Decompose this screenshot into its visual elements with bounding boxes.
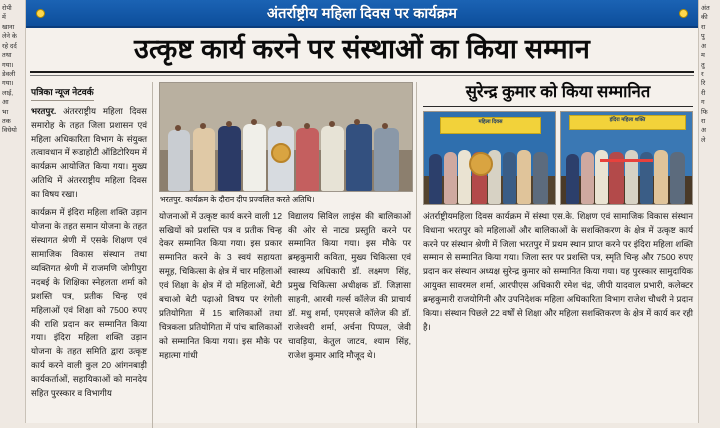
photo-person [346, 124, 371, 191]
award-shield-icon [469, 152, 493, 176]
right-strip-line: पु [701, 33, 705, 41]
sub-headline: सुरेन्द्र कुमार को किया सम्मानित [465, 82, 651, 101]
photo-banner-label: महिला दिवस [478, 119, 503, 126]
photo-person [566, 154, 579, 204]
main-article [26, 0, 698, 423]
right-strip-line: रा [701, 118, 706, 126]
photo-person [218, 126, 241, 191]
photo-banner-text [440, 117, 542, 134]
ceremonial-lamp-icon [271, 143, 291, 163]
left-strip-line: विधेयो [2, 127, 17, 135]
column-two-para-1: योजनाओं में उत्कृष्ट कार्य करने वाली 12 सखियों को प्रशस्ति पत्र व प्रतीक चिन्ह देकर सम्मानित किया गया। इस प्रकार सम्मानित करने के 3 स्वयं सहायता समूह, चिकित्सा के क्षेत्र में चार महिलाओं एवं शिक्षा के क्षेत्र में दो महिलाओं, बेटी बचाओ बेटी पढ़ाओ विषय पर रंगोली प्रतियोगिता में 15 बालिकाओं तथा चित्रकला प्रतियोगिता में पांच बालिकाओं को सम्मानित किया गया। इस मौके पर महात्मा गांधी [159, 210, 282, 360]
left-neighbor-column [0, 0, 26, 423]
dateline: भरतपुर. [31, 105, 57, 116]
photo-person [533, 152, 549, 204]
photo-person [374, 128, 399, 191]
photo-lamp-lighting [159, 82, 413, 192]
left-strip-line: लेने के [2, 33, 17, 41]
column-one-para-2: कार्यक्रम में इंदिरा महिला शक्ति उड़ान योजना के तहत समान योजना के तहत संस्थागत श्रेणी में एसके शिक्षण एवं सामाजिक विकास संस्थान तथा व्यक्तिगत श्रेणी में राजमणि जोगीपुरा नदबई के शिक्षिका स्नेहलता शर्मा को प्रशस्ति पत्र, प्रतीक चिन्ह एवं महिलाओं एवं शिक्षा को 7500 रुपए की राशि प्रदान कर सम्मानित किया गया। इंदिरा महिला शक्ति उड़ान योजना के तहत समिति द्वारा उत्कृष्ट कार्य करने वाली कुल 20 आंगनबाड़ी कार्यकर्ताओं, सहायिकाओं को मानदेय सहित पुरस्कार व विभागीय [31, 207, 147, 399]
right-strip-line: की [701, 14, 708, 22]
byline-kicker: पत्रिका न्यूज नेटवर्क [31, 85, 94, 101]
photo-person [193, 128, 216, 191]
left-strip-line: भा [2, 108, 9, 116]
photo-head [304, 123, 310, 129]
photo-person [444, 152, 457, 204]
photo-scene [160, 83, 412, 191]
photo-banner-text [569, 115, 686, 130]
photo-row [423, 111, 693, 205]
banner-dot-right-icon [679, 9, 688, 18]
right-strip-line: रि [701, 80, 706, 88]
right-strip-line: र [701, 70, 704, 78]
photo-head [329, 121, 335, 127]
left-strip-line: रोपी [2, 5, 12, 12]
photo-head [251, 119, 257, 125]
column-two-para-2: विद्यालय सिविल लाइंस की बालिकाओं की ओर से नाट्य प्रस्तुति करने पर सम्मानित किया गया। इस मौके पर ब्रम्हकुमारी कविता, मुख्य चिकित्सा एवं स्वास्थ्य अधिकारी डॉ. लक्ष्मण सिंह, प्रमुख चिकित्सा अधीक्षक डॉ. जिज्ञासा साहनी, आरबी गर्ल्स कॉलेज की प्राचार्य डॉ. मधु शर्मा, एमएसजे कॉलेज की डॉ. राजेश्वरी शर्मा, अर्चना पिप्पल, जेवी चावड़िया, केतुल जाटव, श्याम सिंह, राजेश कुमार आदि मौजूद थे। [288, 210, 411, 360]
section-banner [26, 0, 698, 28]
photo-person [168, 130, 191, 190]
headline-rule [30, 71, 694, 73]
sub-headline-rule [423, 106, 693, 107]
left-strip-line: तक [2, 118, 11, 126]
photo-person [654, 150, 668, 203]
column-two [159, 82, 417, 428]
photo-person [503, 152, 516, 204]
photo-felicitation-group [560, 111, 693, 205]
photo-person [517, 150, 531, 203]
photo-head [354, 119, 360, 125]
left-strip-line: गया। [2, 61, 14, 69]
photo-person [429, 154, 442, 204]
photo-person [581, 152, 594, 204]
column-three [423, 82, 693, 428]
photo-scene [561, 112, 692, 204]
right-strip-line: ग [701, 99, 705, 107]
left-strip-line: में [2, 14, 6, 22]
column-two-text-block [159, 210, 411, 363]
photo-award-ceremony [423, 111, 556, 205]
column-one-para-1-text: अंतरराष्ट्रीय महिला दिवस समारोह के तहत जिला प्रशासन एवं महिला अधिकारिता विभाग के संयुक्त तत्वावधान में रूडाहोटी ऑडिटोरियम में कार्यक्रम आयोजित किया गया। मुख्य अतिथि में अंतरराष्ट्रीय महिला दिवस का विषय रखा। [31, 105, 147, 200]
left-strip-line: रहे दर्द [2, 42, 17, 50]
photo-main-caption: भरतपुर. कार्यक्रम के दौरान दीप प्रज्वलित करते अतिथि। [160, 194, 315, 204]
left-strip-line: लाई, [2, 89, 14, 97]
column-three-para: अंतर्राष्ट्रीयमहिला दिवस कार्यक्रम में संस्था एस.के. शिक्षण एवं सामाजिक विकास संस्थान विधाना भरतपुर को महिलाओं और बालिकाओं के सशक्तिकरण के क्षेत्र में उत्कृष्ट कार्य करने पर संस्थान श्रेणी में जिला भरतपुर में प्रथम स्थान प्राप्त करने पर इंदिरा महिला शक्ति सम्मान से सम्मानित किया गया। जिला स्तर पर प्रशस्ति पत्र, स्मृति चिन्ह और 7500 रुपए प्रदान कर संस्थान अध्यक्ष सुरेन्द्र कुमार को सम्मानित किया गया। यह पुरस्कार सामुदायिक आयुक्त सावरमल शर्मा, आरपीएस अधिकारी रमेश चंद्र, जीपी यादवाल प्रभारी, कलेक्टर ब्रम्हकुमारी राजयोगिनी और उपनिदेशक महिला अधिकारिता विभाग राजेश चौधरी ने प्रदान किया। संस्थान पिछले 22 वर्षों से शिक्षा और महिला सशक्तिकरण के क्षेत्र में कार्य कर रही है। [423, 210, 693, 333]
left-strip-line: खाना [2, 23, 15, 31]
right-strip-line: ले [701, 136, 706, 144]
article-headline: उत्कृष्ट कार्य करने पर संस्थाओं का किया सम्मान [133, 34, 591, 64]
right-strip-line: अ [701, 127, 706, 135]
photo-head [382, 123, 388, 129]
right-neighbor-column [698, 0, 720, 423]
left-strip-line: तथा [2, 52, 12, 60]
photo-scene [424, 112, 555, 204]
column-one [31, 82, 153, 428]
photo-person [296, 128, 319, 191]
right-strip-line: म [701, 52, 705, 60]
photo-person [321, 126, 344, 191]
right-strip-line: रा [701, 23, 706, 31]
right-strip-line: फि [701, 108, 708, 116]
photo-head [226, 121, 232, 127]
article-columns [26, 76, 698, 428]
column-one-para-1 [31, 105, 147, 202]
left-strip-line: डेवली [2, 70, 16, 78]
banner-title: अंतर्राष्ट्रीय महिला दिवस पर कार्यक्रम [266, 6, 458, 22]
ribbon-icon [600, 159, 652, 162]
left-strip-line: गया। [2, 80, 14, 88]
left-strip-line: आ [2, 99, 9, 107]
photo-banner-label: इंदिरा महिला शक्ति [609, 117, 646, 124]
photo-head [276, 121, 282, 127]
banner-dot-left-icon [36, 9, 45, 18]
right-strip-line: अंत [701, 5, 710, 12]
photo-person [243, 124, 266, 191]
right-strip-line: री [701, 89, 706, 97]
photo-person [670, 152, 686, 204]
right-strip-line: अ [701, 42, 706, 50]
right-strip-line: तु [701, 61, 705, 69]
